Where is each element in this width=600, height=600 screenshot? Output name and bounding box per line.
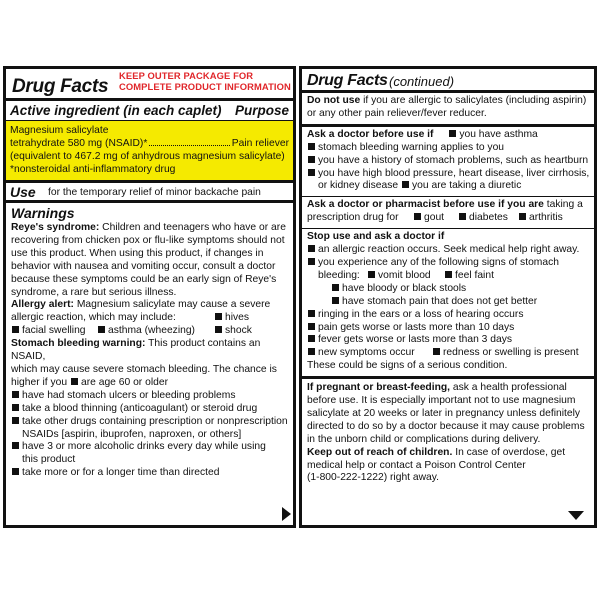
- bullet-icon: [12, 391, 19, 398]
- continue-down-arrow-icon: [568, 511, 584, 520]
- warnings-section: [6, 203, 293, 480]
- stomach-line-2: which may cause severe stomach bleeding. The chance is: [11, 363, 277, 375]
- active-line-4: *nonsteroidal anti-inflammatory drug: [10, 163, 176, 175]
- reye-line-3: use this product. When using this product, if changes in: [11, 247, 264, 259]
- bullet-icon: [414, 213, 421, 220]
- purpose-heading: Purpose: [234, 103, 289, 118]
- bullet-icon: [459, 213, 466, 220]
- stomach-label: Stomach bleeding warning:: [11, 338, 146, 350]
- bullet-icon: [12, 404, 19, 411]
- ask-doctor-item: stomach bleeding warning applies to you: [307, 142, 590, 155]
- reye-line-1: [11, 222, 289, 235]
- ask-doctor-item: you have high blood pressure, heart disease, liver cirrhosis,: [307, 168, 590, 181]
- stop-item: ringing in the ears or a loss of hearing occurs: [307, 309, 590, 322]
- keep-outer-package-banner: [119, 70, 291, 92]
- bullet-icon: [332, 284, 339, 291]
- ask-pharmacist-label: Ask a doctor or pharmacist before use if you are: [307, 199, 544, 211]
- reye-line-5: because these symptoms could be an early sign of Reye's: [11, 273, 277, 285]
- stop-item: an allergic reaction occurs. Seek medical help right away.: [307, 244, 590, 257]
- stop-item-pair: new symptoms occur redness or swelling is present: [307, 347, 590, 360]
- pharm-item-arthritis: arthritis: [518, 212, 563, 225]
- pregnancy-label: If pregnant or breast-feeding,: [307, 382, 451, 394]
- bullet-icon: [308, 348, 315, 355]
- ask-doctor-section: [302, 127, 594, 198]
- keep-out-line: (1-800-222-1222) right away.: [307, 472, 440, 484]
- allergy-text-1: Magnesium salicylate may cause a severe: [76, 299, 271, 311]
- stop-sub-faint: feel faint: [444, 270, 494, 283]
- bullet-icon: [308, 143, 315, 150]
- bullet-icon: [308, 245, 315, 252]
- allergy-line-3: [11, 325, 289, 338]
- ask-pharmacist-line-1: Ask a doctor or pharmacist before use if you are taking a: [307, 199, 583, 211]
- stomach-item: have had stomach ulcers or bleeding problems: [11, 390, 289, 403]
- ask-doctor-label: Ask a doctor before use if: [307, 128, 434, 140]
- stomach-line-1: [11, 338, 289, 364]
- active-line-1: Magnesium salicylate: [10, 125, 109, 136]
- banner-line-1: KEEP OUTER PACKAGE FOR: [119, 70, 254, 81]
- stomach-item: take a blood thinning (anticoagulant) or steroid drug: [11, 403, 289, 416]
- stomach-item: take more or for a longer time than directed: [11, 467, 289, 480]
- pharm-item-gout: gout: [413, 212, 444, 225]
- bullet-icon: [215, 326, 222, 333]
- stop-sub-item: have stomach pain that does not get better: [307, 296, 590, 309]
- reye-line-6: syndrome, a rare but serious illness.: [11, 286, 177, 298]
- allergy-line-2: [11, 312, 289, 325]
- stomach-text-1: This product contains an NSAID,: [11, 338, 261, 363]
- stomach-item: take other drugs containing prescription or nonprescription NSAIDs [aspirin, ibuprofen, naproxen, or others]: [11, 416, 289, 442]
- bullet-icon: [308, 335, 315, 342]
- reye-line-4: behavior with nausea and vomiting occur, consult a doctor: [11, 260, 276, 272]
- stop-item-cont: bleeding: vomit blood feel faint: [318, 269, 494, 281]
- stomach-item: have 3 or more alcoholic drinks every day while using this product: [11, 441, 289, 467]
- use-text: for the temporary relief of minor backache pain: [48, 187, 261, 198]
- drug-facts-title: Drug Facts: [307, 72, 388, 89]
- use-row: [6, 183, 293, 203]
- active-ingredient-block: [6, 121, 293, 183]
- bullet-icon: [368, 271, 375, 278]
- pregnancy-line: in the unborn child or complications during delivery.: [307, 433, 541, 445]
- stop-use-label: Stop use and ask a doctor if: [307, 231, 445, 243]
- use-heading: Use: [10, 184, 36, 200]
- bullet-icon: [449, 130, 456, 137]
- allergy-item-shock: shock: [214, 325, 252, 338]
- do-not-use-line-1: Do not use if you are allergic to salicylates (including aspirin): [307, 95, 587, 106]
- active-purpose-value: Pain reliever: [231, 137, 289, 149]
- bullet-icon: [215, 313, 222, 320]
- active-line-2: [10, 138, 289, 151]
- drug-facts-panel-right: [299, 66, 597, 528]
- bullet-icon: [12, 468, 19, 475]
- ask-pharmacist-section: [302, 197, 594, 229]
- ask-doctor-item-cont: or kidney disease you are taking a diuretic: [318, 180, 522, 192]
- stop-item: you experience any of the following signs of stomach: [307, 257, 590, 270]
- stop-sub-item: have bloody or black stools: [307, 283, 590, 296]
- allergy-item-facial-swelling: facial swelling: [11, 325, 86, 336]
- ask-doctor-item: you have a history of stomach problems, such as heartburn: [307, 155, 590, 168]
- active-ingredient-name: tetrahydrate 580 mg (NSAID)*: [10, 137, 148, 149]
- bullet-icon: [332, 297, 339, 304]
- drug-facts-header: [6, 69, 293, 101]
- stop-use-section: [302, 229, 594, 379]
- keep-out-line-1: Keep out of reach of children. In case of overdose, get: [307, 446, 566, 458]
- drug-facts-continued-header: [302, 69, 594, 93]
- stomach-line-3: higher if you are age 60 or older: [11, 376, 168, 388]
- ask-pharmacist-line-2: prescription drug for gout diabetes arthritis: [307, 212, 563, 224]
- bullet-icon: [308, 323, 315, 330]
- warnings-heading: Warnings: [11, 205, 75, 221]
- bullet-icon: [519, 213, 526, 220]
- dot-leader: [149, 145, 229, 146]
- stop-item: fever gets worse or lasts more than 3 days: [307, 334, 590, 347]
- bullet-icon: [402, 181, 409, 188]
- allergy-line-1: [11, 299, 289, 312]
- stop-sub-vomit: vomit blood: [367, 270, 431, 283]
- drug-facts-title: Drug Facts: [12, 76, 109, 97]
- bullet-icon: [98, 326, 105, 333]
- allergy-label: Allergy alert:: [11, 299, 74, 311]
- ask-doctor-line-1: Ask a doctor before use if you have asthma: [307, 128, 538, 140]
- keep-out-line: medical help or contact a Poison Control Center: [307, 459, 526, 471]
- stomach-first-item: are age 60 or older: [80, 376, 168, 388]
- allergy-item-asthma: asthma (wheezing): [97, 325, 195, 338]
- bullet-icon: [433, 348, 440, 355]
- pregnancy-line: salicylate at 20 weeks or later in pregnancy unless definitely: [307, 407, 581, 419]
- bullet-icon: [308, 310, 315, 317]
- reye-label: Reye's syndrome:: [11, 222, 100, 233]
- allergy-item-hives: hives: [214, 312, 249, 325]
- pregnancy-line: directed to do so by a doctor because it may cause problems: [307, 420, 585, 432]
- pharm-item-diabetes: diabetes: [458, 212, 508, 225]
- reye-text-1: Children and teenagers who have or are: [102, 222, 286, 233]
- do-not-use-label: Do not use: [307, 95, 361, 106]
- banner-line-2: COMPLETE PRODUCT INFORMATION: [119, 81, 291, 92]
- continue-arrow-icon: [282, 507, 291, 521]
- active-ingredient-heading: Active ingredient (in each caplet): [10, 103, 222, 118]
- bullet-icon: [12, 442, 19, 449]
- drug-facts-panel-left: [3, 66, 296, 528]
- bullet-icon: [308, 156, 315, 163]
- bullet-icon: [12, 417, 19, 424]
- bullet-icon: [308, 258, 315, 265]
- bullet-icon: [308, 169, 315, 176]
- allergy-text-2: allergic reaction, which may include:: [11, 312, 176, 324]
- do-not-use-line-2: or any other pain reliever/fever reducer.: [307, 107, 487, 119]
- reye-line-2: recovering from chicken pox or flu-like symptoms should not: [11, 234, 285, 246]
- keep-out-label: Keep out of reach of children.: [307, 446, 453, 458]
- active-line-3: (equivalent to 467.2 mg of anhydrous magnesium salicylate): [10, 150, 285, 162]
- pregnancy-line-1: If pregnant or breast-feeding, ask a health professional: [307, 382, 567, 394]
- bullet-icon: [12, 326, 19, 333]
- stop-item: pain gets worse or lasts more than 10 days: [307, 322, 590, 335]
- bullet-icon: [445, 271, 452, 278]
- active-ingredient-heading-row: [6, 101, 293, 121]
- pregnancy-section: [302, 379, 594, 485]
- pregnancy-line: before use. It is especially important not to use magnesium: [307, 395, 576, 407]
- bullet-icon: [71, 378, 78, 385]
- do-not-use-section: [302, 93, 594, 127]
- stop-final-note: These could be signs of a serious condition.: [307, 360, 508, 372]
- continued-label: (continued): [389, 74, 455, 89]
